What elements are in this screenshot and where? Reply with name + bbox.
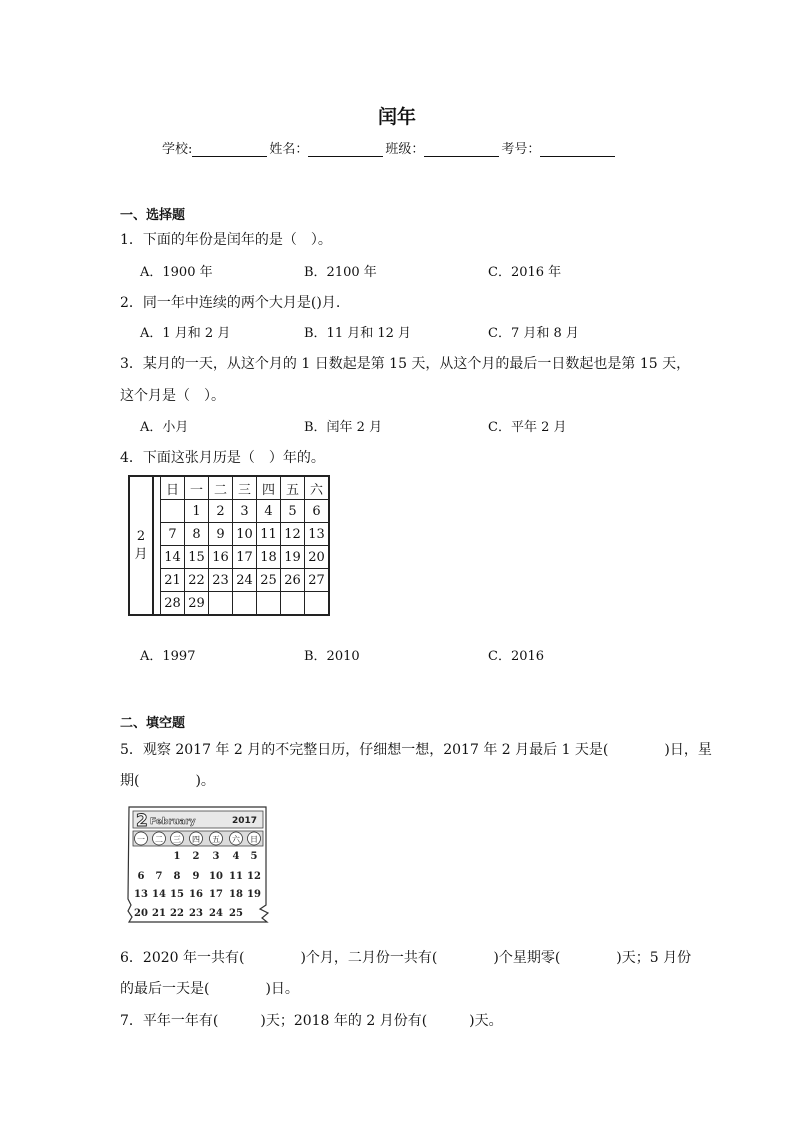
- q1-option-a[interactable]: A．1900 年: [140, 265, 213, 280]
- calendar-day: 19: [281, 546, 305, 569]
- calendar-day: 6: [305, 500, 330, 523]
- name-label: 姓名：: [269, 142, 309, 157]
- q4-option-a[interactable]: A．1997: [140, 649, 196, 664]
- calendar-day: 27: [305, 569, 330, 592]
- calendar-day: 12: [281, 523, 305, 546]
- section-heading-choice: 一、选择题: [120, 208, 186, 223]
- calendar-day: 13: [305, 523, 330, 546]
- picture-day-number: 8: [173, 871, 181, 882]
- calendar-day: [233, 592, 257, 616]
- picture-day-number: 14: [152, 889, 166, 900]
- picture-day-number: 4: [232, 851, 240, 862]
- q2-option-a[interactable]: A．1 月和 2 月: [140, 326, 231, 341]
- question-2: 2．同一年中连续的两个大月是()月.: [120, 295, 341, 311]
- section-heading-fill: 二、填空题: [120, 716, 186, 731]
- q2-option-b[interactable]: B．11 月和 12 月: [304, 326, 412, 341]
- calendar-day: 26: [281, 569, 305, 592]
- class-blank[interactable]: [424, 142, 499, 157]
- picture-day-number: 22: [170, 908, 184, 919]
- school-label: 学校:: [162, 142, 193, 157]
- student-info-line: [162, 138, 617, 157]
- q1-option-b[interactable]: B．2100 年: [304, 265, 377, 280]
- calendar-day: 7: [161, 523, 185, 546]
- weekday-glyph: 六: [232, 835, 240, 844]
- question-6-line-1: 6．2020 年一共有( )个月，二月份一共有( )个星期零( )天；5 月份: [120, 950, 692, 966]
- q3-option-a[interactable]: A．小月: [140, 420, 189, 435]
- q2-option-c[interactable]: C．7 月和 8 月: [488, 326, 579, 341]
- calendar-gap-column: [153, 476, 161, 615]
- calendar-day: [257, 592, 281, 616]
- calendar-day: [209, 592, 233, 616]
- calendar-day: [161, 500, 185, 523]
- calendar-day: 5: [281, 500, 305, 523]
- picture-day-number: 13: [134, 889, 148, 900]
- q3-option-c[interactable]: C．平年 2 月: [488, 420, 567, 435]
- calendar-day: 23: [209, 569, 233, 592]
- picture-day-number: 6: [137, 871, 145, 882]
- calendar-weekday: 一: [185, 476, 209, 500]
- picture-day-number: 20: [134, 908, 148, 919]
- calendar-weekday: 二: [209, 476, 233, 500]
- calendar-day: 14: [161, 546, 185, 569]
- calendar-day: [305, 592, 330, 616]
- calendar-weekday: 四: [257, 476, 281, 500]
- calendar-day: 16: [209, 546, 233, 569]
- question-5-line-1: 5．观察 2017 年 2 月的不完整日历，仔细想一想，2017 年 2 月最后 1 天是( )日，星: [120, 742, 712, 758]
- question-3-line-1: 3．某月的一天，从这个月的 1 日数起是第 15 天，从这个月的最后一日数起也是第 15 天，: [120, 356, 691, 372]
- number-label: 考号：: [501, 142, 541, 157]
- calendar-weekday: 三: [233, 476, 257, 500]
- q4-option-b[interactable]: B．2010: [304, 649, 360, 664]
- picture-day-number: 24: [209, 908, 223, 919]
- calendar-day: 17: [233, 546, 257, 569]
- page-title: 闰年: [377, 106, 416, 128]
- calendar-weekday: 日: [161, 476, 185, 500]
- calendar-day: 15: [185, 546, 209, 569]
- february-calendar-table: [128, 475, 330, 616]
- question-1: 1．下面的年份是闰年的是（ ）。: [120, 232, 332, 248]
- weekday-glyph: 二: [155, 835, 163, 844]
- picture-day-number: 2: [192, 851, 200, 862]
- picture-day-number: 25: [229, 908, 243, 919]
- calendar-day: 4: [257, 500, 281, 523]
- weekday-glyph: 三: [173, 835, 181, 844]
- q3-option-b[interactable]: B．闰年 2 月: [304, 420, 383, 435]
- picture-day-number: 10: [209, 871, 223, 882]
- calendar-day: 21: [161, 569, 185, 592]
- picture-year: 2017: [232, 816, 258, 826]
- question-3-line-2: 这个月是（ ）。: [120, 388, 225, 404]
- picture-day-number: 17: [209, 889, 223, 900]
- picture-day-number: 7: [155, 871, 163, 882]
- calendar-day: 2: [209, 500, 233, 523]
- picture-day-number: 11: [229, 871, 243, 882]
- weekday-glyph: 五: [212, 835, 220, 844]
- calendar-day: 1: [185, 500, 209, 523]
- calendar-day: 3: [233, 500, 257, 523]
- picture-day-number: 12: [247, 871, 261, 882]
- name-blank[interactable]: [308, 142, 383, 157]
- calendar-day: 11: [257, 523, 281, 546]
- calendar-day: 25: [257, 569, 281, 592]
- calendar-day: 28: [161, 592, 185, 616]
- question-7: 7．平年一年有( )天；2018 年的 2 月份有( )天。: [120, 1013, 503, 1029]
- picture-day-number: 15: [170, 889, 184, 900]
- picture-day-number: 16: [189, 889, 203, 900]
- question-6-line-2: 的最后一天是( )日。: [120, 981, 299, 997]
- question-4: 4．下面这张月历是（ ）年的。: [120, 450, 325, 466]
- calendar-day: [281, 592, 305, 616]
- calendar-weekday: 五: [281, 476, 305, 500]
- calendar-day: 29: [185, 592, 209, 616]
- picture-day-number: 3: [212, 851, 220, 862]
- calendar-day: 9: [209, 523, 233, 546]
- picture-day-number: 19: [247, 889, 261, 900]
- weekday-glyph: 日: [250, 835, 258, 844]
- calendar-weekday: 六: [305, 476, 330, 500]
- q1-option-c[interactable]: C．2016 年: [488, 265, 562, 280]
- calendar-day: 20: [305, 546, 330, 569]
- calendar-day: 10: [233, 523, 257, 546]
- question-5-line-2: 期( )。: [120, 773, 215, 789]
- weekday-glyph: 四: [192, 835, 200, 844]
- picture-day-number: 5: [250, 851, 258, 862]
- picture-month-name: February: [150, 817, 196, 827]
- calendar-day: 24: [233, 569, 257, 592]
- calendar-month-label: 2 月: [129, 476, 153, 615]
- weekday-glyph: 一: [137, 835, 145, 844]
- calendar-day: 8: [185, 523, 209, 546]
- picture-day-number: 9: [192, 871, 200, 882]
- q4-option-c[interactable]: C．2016: [488, 649, 545, 664]
- class-label: 班级：: [385, 142, 425, 157]
- calendar-day: 18: [257, 546, 281, 569]
- picture-day-number: 21: [152, 908, 166, 919]
- picture-day-number: 18: [229, 889, 243, 900]
- school-blank[interactable]: [192, 142, 267, 157]
- picture-day-number: 1: [173, 851, 181, 862]
- torn-calendar-picture: [126, 805, 271, 923]
- calendar-day: 22: [185, 569, 209, 592]
- picture-big-digit: 2: [136, 811, 148, 831]
- number-blank[interactable]: [540, 142, 615, 157]
- picture-day-number: 23: [189, 908, 203, 919]
